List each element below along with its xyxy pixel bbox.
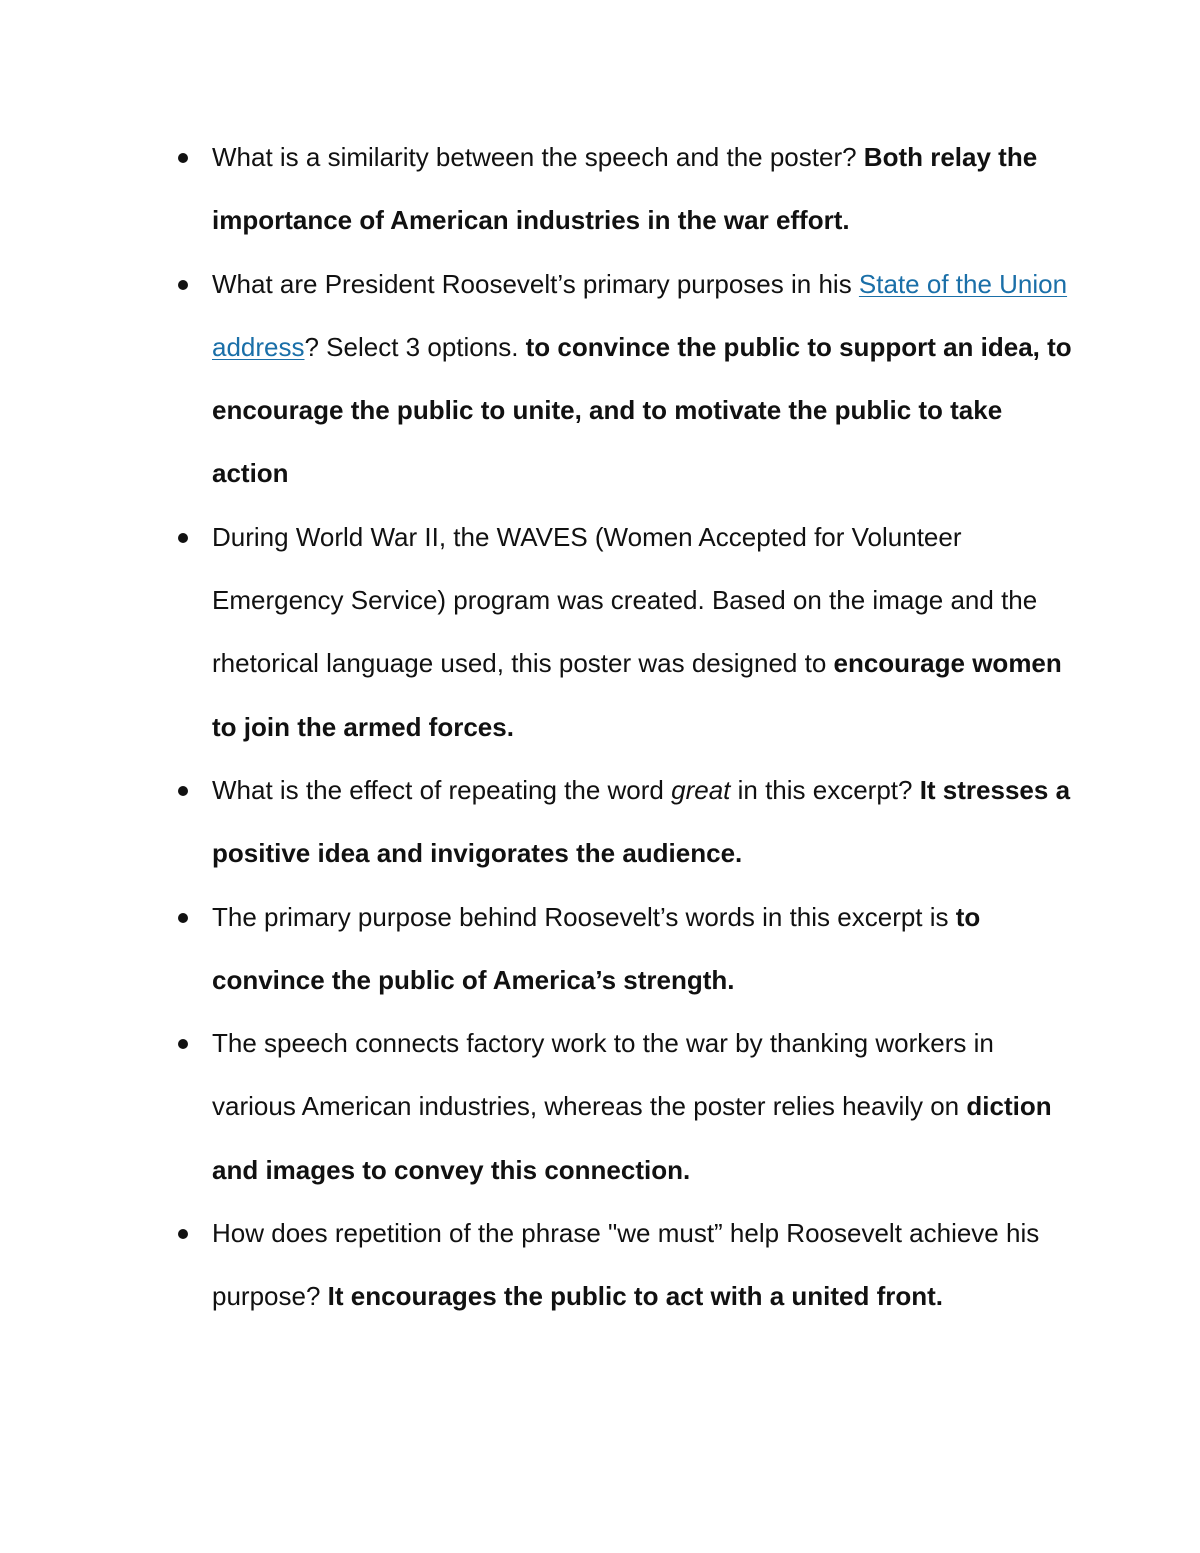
bullet-icon <box>178 153 188 163</box>
list-item <box>212 506 1072 759</box>
answer-text: diction and images to convey this connection. <box>212 1091 1052 1185</box>
question-text: The primary purpose behind Roosevelt’s words in this excerpt is <box>212 901 956 932</box>
answer-text: to convince the public of America’s strength. <box>212 901 981 995</box>
list-item <box>212 1012 1072 1202</box>
bullet-icon <box>178 1229 188 1239</box>
state-of-the-union-link[interactable]: State of the Union address <box>212 268 1068 362</box>
list-item <box>212 126 1072 253</box>
answer-text: encourage women to join the armed forces. <box>212 648 1062 742</box>
question-text: How does repetition of the phrase "we must” help Roosevelt achieve his purpose? <box>212 1218 1040 1312</box>
list-item <box>212 1202 1072 1329</box>
answer-text: to convince the public to support an idea, to encourage the public to unite, and to motivate the public to take action <box>212 331 1072 489</box>
question-text: What is the effect of repeating the word <box>212 774 672 805</box>
answer-text: It encourages the public to act with a united front. <box>327 1281 944 1312</box>
question-text: During World War II, the WAVES (Women Accepted for Volunteer Emergency Service) program was created. Based on the image and the rhetorical language used, this poster was designed to <box>212 521 1038 679</box>
question-text: in this excerpt? <box>730 774 920 805</box>
bullet-icon <box>178 913 188 923</box>
bullet-icon <box>178 533 188 543</box>
qa-bullet-list <box>212 126 1072 1329</box>
bullet-icon <box>178 786 188 796</box>
bullet-icon <box>178 280 188 290</box>
list-item <box>212 253 1072 506</box>
question-text: ? Select 3 options. <box>304 331 526 362</box>
answer-text: Both relay the importance of American industries in the war effort. <box>212 142 1038 236</box>
question-text: What is a similarity between the speech and the poster? <box>212 142 864 172</box>
bullet-icon <box>178 1039 188 1049</box>
italic-word: great <box>671 774 731 805</box>
list-item <box>212 886 1072 1013</box>
question-text: The speech connects factory work to the war by thanking workers in various American industries, whereas the poster relies heavily on <box>212 1028 994 1122</box>
question-text: What are President Roosevelt’s primary purposes in his <box>212 268 859 299</box>
answer-text: It stresses a positive idea and invigorates the audience. <box>212 774 1071 869</box>
list-item <box>212 759 1072 886</box>
